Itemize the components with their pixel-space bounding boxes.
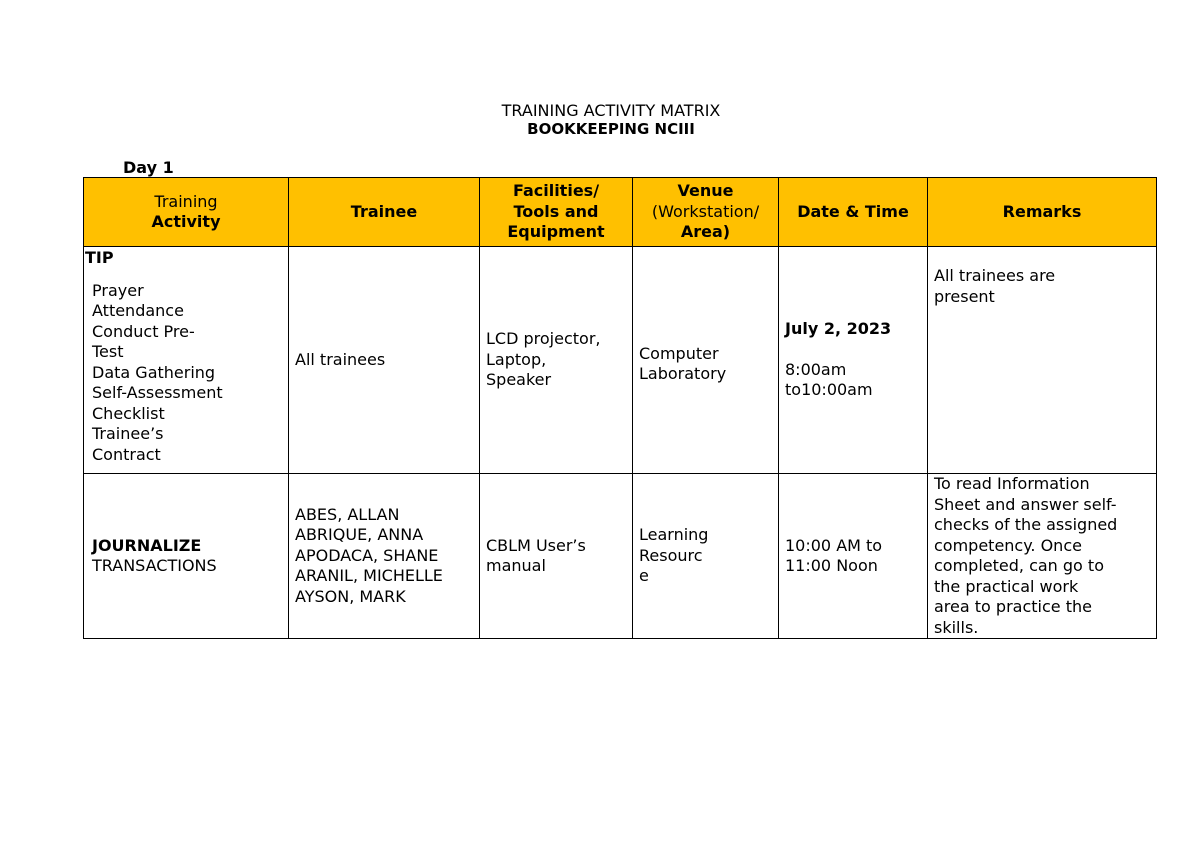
trainee-name: ABRIQUE, ANNA [295,525,424,545]
remarks-line: checks of the assigned [934,515,1118,534]
training-matrix-table [83,177,1157,639]
remarks-line: present [934,286,995,306]
trainee-name: AYSON, MARK [295,586,406,606]
header-venue [633,178,779,247]
header-activity-line2: Activity [151,212,221,231]
venue-line: Laboratory [639,364,727,383]
date-text: July 2, 2023 [785,319,892,339]
table-row [84,247,1157,474]
trainee-name: ARANIL, MICHELLE [295,566,443,586]
cell-venue [633,247,779,474]
list-item: Contract [92,444,161,464]
activity-heading: JOURNALIZE [92,535,202,555]
header-venue-line2: (Workstation/ [651,201,760,221]
time-line: to10:00am [785,380,873,400]
document-title: TRAINING ACTIVITY MATRIX [501,101,721,120]
cell-activity [84,474,289,639]
header-facilities-line1: Facilities/ [512,181,600,201]
header-facilities [480,178,633,247]
facility-line: Laptop, [486,349,547,369]
header-date-time: Date & Time [779,178,928,247]
venue-line: Computer [639,343,719,363]
list-item: Attendance [92,301,184,320]
remarks-line: Sheet and answer self- [934,494,1117,514]
header-remarks: Remarks [928,178,1157,247]
remarks-line: To read Information [934,474,1090,493]
list-item: Test [92,342,124,361]
time-line: 11:00 Noon [785,556,878,575]
facility-line: manual [486,556,546,575]
venue-line: e [639,566,649,586]
cell-date-time [779,247,928,474]
header-training-activity [84,178,289,247]
header-facilities-line2: Tools and [513,201,599,221]
facility-line: Speaker [486,370,552,390]
remarks-line: area to practice the [934,597,1092,616]
header-venue-line1: Venue [677,181,734,201]
cell-activity [84,247,289,474]
header-venue-line3: Area) [680,222,731,242]
facility-line: CBLM User’s [486,535,586,555]
venue-line: Resourc [639,545,703,565]
remarks-line: completed, can go to [934,556,1104,575]
trainee-name: APODACA, SHANE [295,545,439,565]
title-block [0,101,1200,139]
activity-subheading: TRANSACTIONS [92,556,217,575]
facility-line: LCD projector, [486,329,601,349]
trainee-text: All trainees [295,349,386,369]
header-activity-line1: Training [154,191,218,211]
cell-remarks [928,247,1157,474]
remarks-line: All trainees are [934,266,1056,285]
time-line: 8:00am [785,359,847,379]
remarks-line: the practical work [934,576,1079,596]
cell-facilities [480,474,633,639]
remarks-line: competency. Once [934,535,1082,555]
cell-trainee [289,474,480,639]
cell-venue [633,474,779,639]
venue-line: Learning [639,525,709,545]
cell-facilities [480,247,633,474]
cell-trainee [289,247,480,474]
list-item: Conduct Pre- [92,321,195,341]
list-item: Prayer [92,280,144,300]
day-label: Day 1 [123,158,174,177]
header-trainee: Trainee [289,178,480,247]
remarks-line: skills. [934,617,979,637]
time-line: 10:00 AM to [785,535,883,555]
header-facilities-line3: Equipment [507,222,605,242]
table-header-row [84,178,1157,247]
list-item: Checklist [92,403,165,423]
activity-list [84,281,282,466]
cell-remarks [928,474,1157,639]
list-item: Data Gathering [92,362,216,382]
list-item: Trainee’s [92,424,164,443]
document-subtitle: BOOKKEEPING NCIII [527,120,695,138]
trainee-name: ABES, ALLAN [295,504,400,524]
table-row [84,474,1157,639]
activity-heading: TIP [85,248,114,267]
list-item: Self-Assessment [92,383,223,402]
cell-date-time [779,474,928,639]
